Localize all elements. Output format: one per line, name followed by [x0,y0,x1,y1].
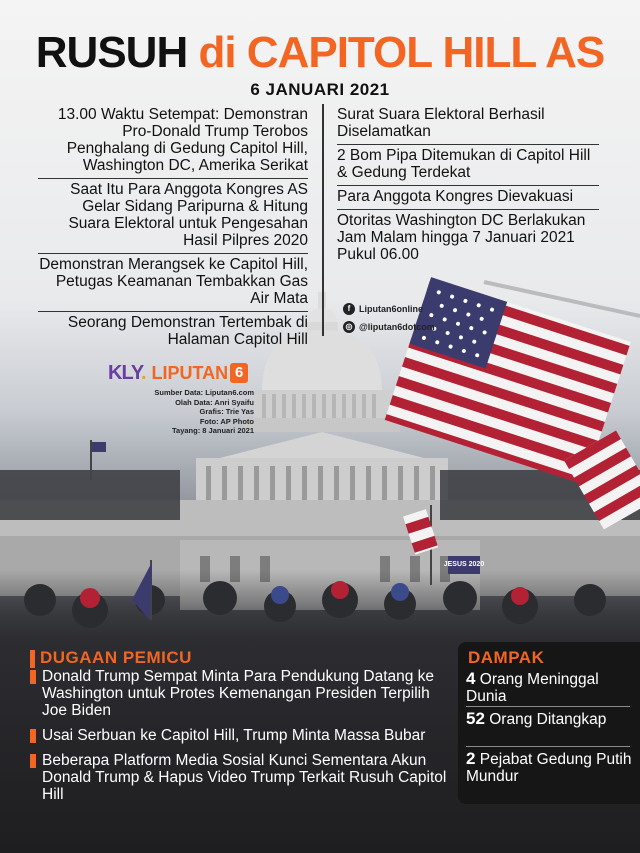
dampak-divider [466,746,630,747]
dampak-title: DAMPAK [468,648,545,667]
liputan-logo-text: LIPUTAN [151,362,229,383]
instagram-icon: ◎ [343,321,355,333]
event-date: 6 JANUARI 2021 [250,80,390,99]
event-left-2: Saat Itu Para Anggota Kongres AS Gelar Sidang Paripurna & Hitung Suara Elektoral untuk Pengesahan Hasil Pilpres 2020 [38,179,308,254]
bullet-icon [30,754,36,768]
kly-logo: KLY. [108,361,146,384]
event-left-1: 13.00 Waktu Setempat: Demonstran Pro-Donald Trump Terobos Penghalang di Gedung Capitol Hill, Washington DC, Amerika Serikat [38,104,308,179]
social-handles [343,300,435,336]
kly-liputan6-logo [108,360,248,386]
credit-graphic: Grafis: Trie Yas [199,407,254,416]
pemicu-title: DUGAAN PEMICU [40,648,192,667]
event-right-4: Otoritas Washington DC Berlakukan Jam Malam hingga 7 Januari 2021 Pukul 06.00 [337,212,586,263]
timeline-right [337,104,599,267]
event-left-4: Seorang Demonstran Tertembak di Halaman Capitol Hill [67,314,308,348]
pemicu-accent-bar [30,650,35,668]
dampak-item-deaths: 4 Orang Meninggal Dunia [466,669,599,705]
instagram-handle-text: @liputan6dotcom [359,322,435,332]
bullet-icon [30,729,36,743]
event-left-3: Demonstran Merangsek ke Capitol Hill, Petugas Keamanan Tembakkan Gas Air Mata [38,254,308,312]
event-right-1: Surat Suara Elektoral Berhasil Diselamatkan [337,104,599,145]
credit-published: Tayang: 8 Januari 2021 [172,426,254,435]
credit-photo: Foto: AP Photo [199,416,254,426]
jesus-sign: JESUS 2020 [443,561,485,568]
credits [150,388,254,436]
liputan6-six-badge: 6 [230,363,248,383]
pemicu-item: Usai Serbuan ke Capitol Hill, Trump Minta Massa Bubar [30,727,450,744]
bullet-icon [30,670,36,684]
dampak-item-resignations: 2 Pejabat Gedung Putih Mundur [466,749,632,785]
event-right-3: Para Anggota Kongres Dievakuasi [337,186,599,210]
dampak-item-arrests: 52 Orang Ditangkap [466,709,607,728]
title-capitol-hill: di CAPITOL HILL AS [198,28,605,77]
dampak-divider [466,706,630,707]
timeline-left [38,104,308,352]
timeline-divider [322,104,324,336]
page-title [0,30,640,76]
dampak-panel [458,642,640,804]
facebook-icon: f [343,303,355,315]
credit-data: Olah Data: Anri Syaifu [175,397,254,407]
credit-source: Sumber Data: Liputan6.com [154,388,254,397]
pemicu-item: Donald Trump Sempat Minta Para Pendukung Datang ke Washington untuk Protes Kemenangan Presiden Terpilih Joe Biden [30,668,450,719]
event-right-2: 2 Bom Pipa Ditemukan di Capitol Hill & Gedung Terdekat [337,145,599,186]
title-rusuh: RUSUH [35,28,188,77]
facebook-handle-text: Liputan6online [359,304,423,314]
pemicu-list [30,668,450,811]
instagram-handle[interactable] [343,318,435,336]
facebook-handle[interactable] [343,300,435,318]
pemicu-item: Beberapa Platform Media Sosial Kunci Sementara Akun Donald Trump & Hapus Video Trump Terkait Rusuh Capitol Hill [30,752,450,803]
